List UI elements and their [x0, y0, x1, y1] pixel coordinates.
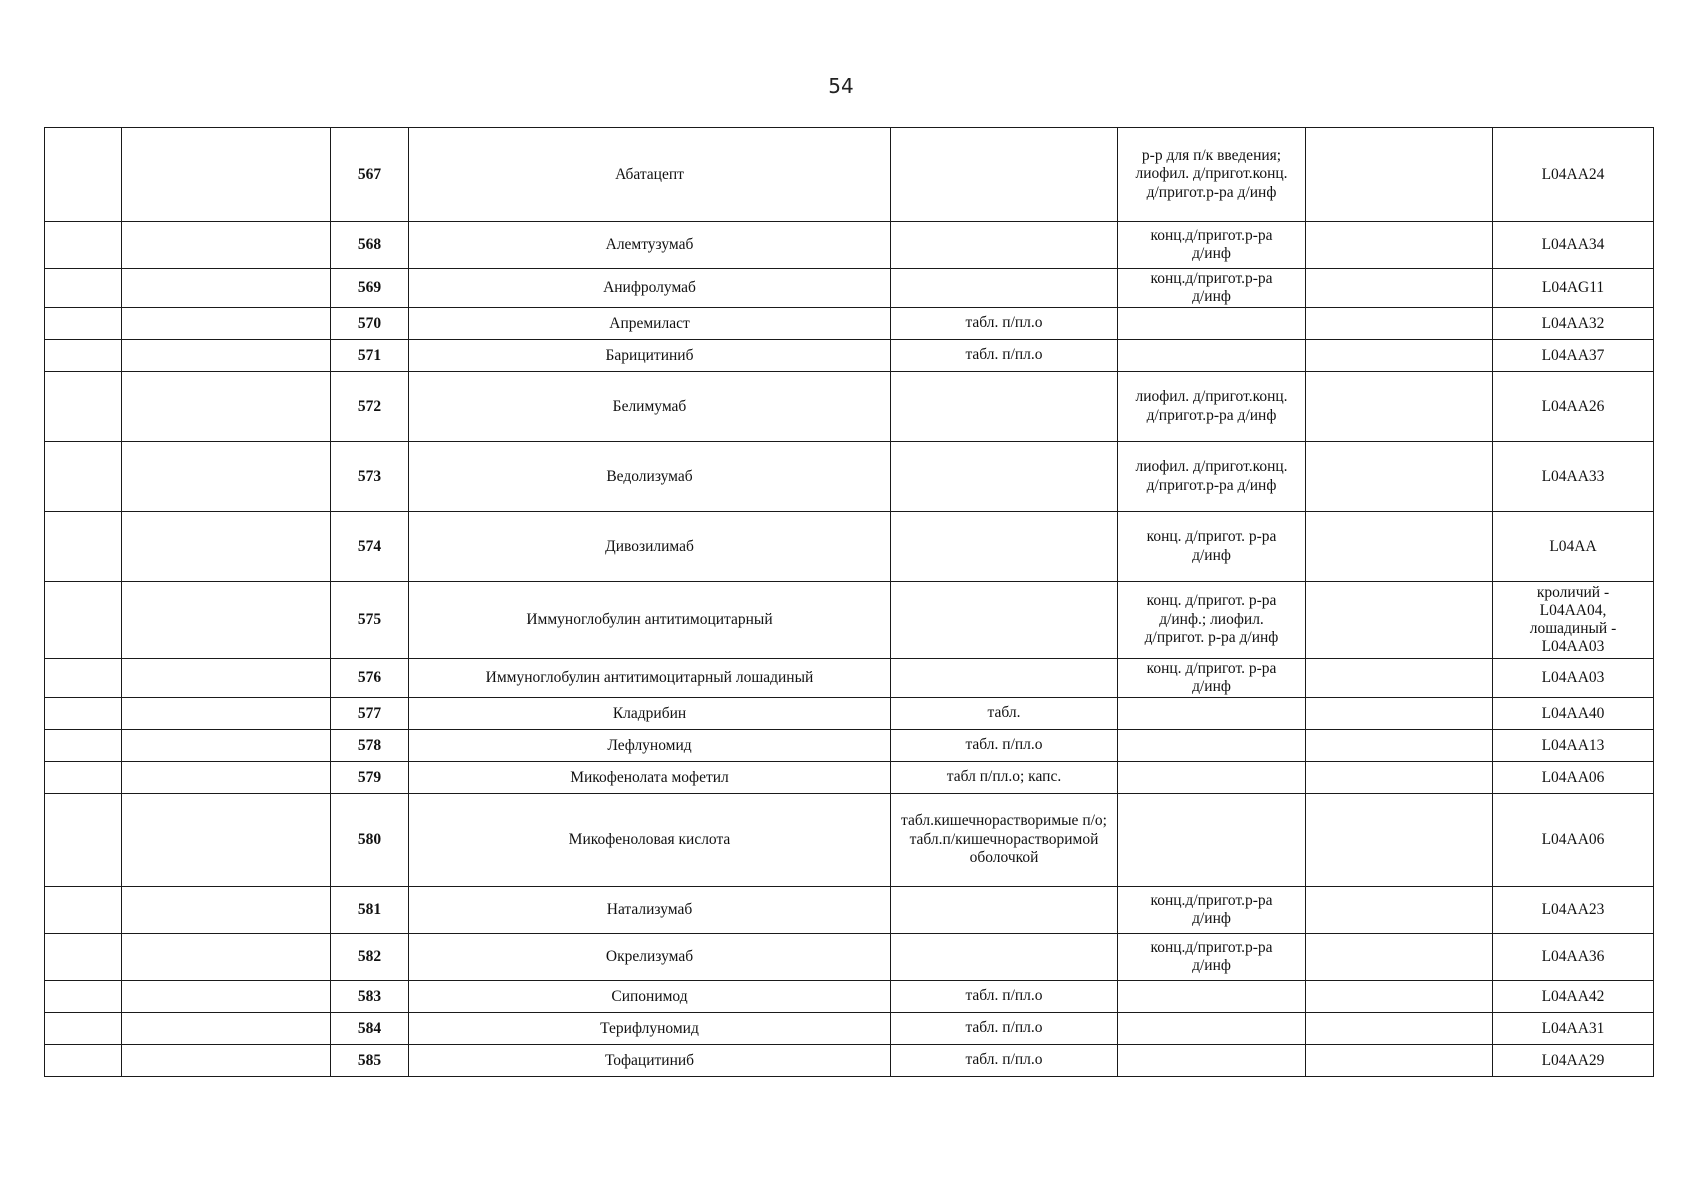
empty-cell	[45, 1013, 122, 1045]
empty-cell	[45, 222, 122, 269]
atc-line: L04AA42	[1541, 987, 1605, 1005]
empty-cell	[45, 372, 122, 442]
table-row	[45, 981, 1654, 1013]
empty-cell	[1306, 512, 1493, 582]
atc-line: лошадиный -	[1529, 620, 1617, 637]
table-row	[45, 887, 1654, 934]
oral-form-cell	[891, 372, 1118, 442]
drug-name-cell: Иммуноглобулин антитимоцитарный лошадиный	[409, 659, 891, 698]
empty-cell	[122, 762, 331, 794]
empty-cell	[122, 934, 331, 981]
empty-cell	[45, 512, 122, 582]
inj-form-cell	[1118, 934, 1306, 981]
empty-cell	[45, 308, 122, 340]
drug-name-cell: Лефлуномид	[409, 730, 891, 762]
table-row	[45, 372, 1654, 442]
table-row	[45, 442, 1654, 512]
oral-form-cell: табл.	[891, 698, 1118, 730]
empty-cell	[45, 981, 122, 1013]
inj_form-line: д/пригот.р-ра д/инф	[1146, 183, 1277, 201]
table-row	[45, 340, 1654, 372]
empty-cell	[122, 442, 331, 512]
atc-line: L04AA	[1549, 537, 1597, 555]
row-number-cell: 573	[331, 442, 409, 512]
empty-cell	[1306, 762, 1493, 794]
row-number-cell: 574	[331, 512, 409, 582]
empty-cell	[45, 730, 122, 762]
empty-cell	[122, 981, 331, 1013]
empty-cell	[1306, 128, 1493, 222]
atc-line: L04AA13	[1541, 736, 1605, 754]
row-number-cell: 569	[331, 269, 409, 308]
empty-cell	[45, 1045, 122, 1077]
atc-line: L04AA29	[1541, 1051, 1605, 1069]
atc-code-cell	[1493, 934, 1654, 981]
empty-cell	[1306, 372, 1493, 442]
atc-line: L04AA32	[1541, 314, 1605, 332]
empty-cell	[122, 582, 331, 659]
inj-form-cell	[1118, 887, 1306, 934]
drug-name-cell: Абатацепт	[409, 128, 891, 222]
inj_form-line: д/инф	[1192, 546, 1231, 564]
oral-form-cell	[891, 934, 1118, 981]
table-row	[45, 222, 1654, 269]
atc-code-cell	[1493, 340, 1654, 372]
empty-cell	[45, 340, 122, 372]
empty-cell	[1306, 887, 1493, 934]
inj_form-line: конц. д/пригот. р-ра	[1146, 528, 1277, 545]
inj_form-line: д/инф	[1192, 678, 1231, 695]
empty-cell	[122, 340, 331, 372]
inj_form-line: д/пригот. р-ра д/инф	[1144, 629, 1279, 647]
atc-code-cell	[1493, 512, 1654, 582]
atc-line: L04AA36	[1541, 948, 1605, 965]
empty-cell	[122, 1013, 331, 1045]
empty-cell	[122, 730, 331, 762]
drug-name-cell: Иммуноглобулин антитимоцитарный	[409, 582, 891, 659]
inj-form-cell	[1118, 222, 1306, 269]
inj-form-cell	[1118, 762, 1306, 794]
empty-cell	[1306, 698, 1493, 730]
row-number-cell: 576	[331, 659, 409, 698]
atc-code-cell	[1493, 1045, 1654, 1077]
empty-cell	[45, 794, 122, 887]
empty-cell	[122, 128, 331, 222]
oral-form-cell	[891, 887, 1118, 934]
table-row	[45, 512, 1654, 582]
empty-cell	[122, 659, 331, 698]
empty-cell	[122, 1045, 331, 1077]
empty-cell	[45, 659, 122, 698]
empty-cell	[1306, 442, 1493, 512]
row-number-cell: 581	[331, 887, 409, 934]
oral-form-cell	[891, 659, 1118, 698]
empty-cell	[1306, 1045, 1493, 1077]
oral-form-cell	[891, 269, 1118, 308]
empty-cell	[122, 887, 331, 934]
table-row	[45, 762, 1654, 794]
oral-form-cell: табл. п/пл.о	[891, 730, 1118, 762]
oral-form-cell: табл. п/пл.о	[891, 981, 1118, 1013]
empty-cell	[122, 512, 331, 582]
empty-cell	[1306, 308, 1493, 340]
drug-name-cell: Анифролумаб	[409, 269, 891, 308]
table-row	[45, 934, 1654, 981]
oral-form-cell: табл. п/пл.о	[891, 308, 1118, 340]
drug-name-cell: Белимумаб	[409, 372, 891, 442]
empty-cell	[45, 442, 122, 512]
table-row	[45, 269, 1654, 308]
oral-form-cell: табл п/пл.о; капс.	[891, 762, 1118, 794]
empty-cell	[45, 128, 122, 222]
inj_form-line: р-р для п/к введения;	[1141, 146, 1282, 164]
empty-cell	[122, 794, 331, 887]
inj_form-line: лиофил. д/пригот.конц.	[1135, 388, 1288, 405]
inj_form-line: конц.д/пригот.р-ра	[1150, 938, 1273, 956]
oral-form-cell	[891, 222, 1118, 269]
empty-cell	[1306, 340, 1493, 372]
table-row	[45, 308, 1654, 340]
atc-code-cell	[1493, 222, 1654, 269]
drug-name-cell: Окрелизумаб	[409, 934, 891, 981]
atc-line: L04AA04,	[1539, 602, 1607, 619]
oral-form-cell: табл. п/пл.о	[891, 340, 1118, 372]
atc-code-cell	[1493, 730, 1654, 762]
inj_form-line: лиофил. д/пригот.конц.	[1135, 165, 1288, 183]
empty-cell	[1306, 1013, 1493, 1045]
empty-cell	[45, 762, 122, 794]
table-row	[45, 794, 1654, 887]
drug-name-cell: Терифлуномид	[409, 1013, 891, 1045]
atc-line: L04AA03	[1541, 638, 1605, 655]
empty-cell	[45, 698, 122, 730]
atc-code-cell	[1493, 794, 1654, 887]
empty-cell	[1306, 582, 1493, 659]
drug-name-cell: Барицитиниб	[409, 340, 891, 372]
drug-name-cell: Апремиласт	[409, 308, 891, 340]
atc-line: L04AA26	[1541, 397, 1605, 415]
empty-cell	[122, 372, 331, 442]
atc-code-cell	[1493, 372, 1654, 442]
atc-code-cell	[1493, 698, 1654, 730]
atc-code-cell	[1493, 659, 1654, 698]
inj-form-cell	[1118, 698, 1306, 730]
empty-cell	[45, 934, 122, 981]
drug-table	[44, 127, 1654, 1077]
atc-code-cell	[1493, 582, 1654, 659]
atc-code-cell	[1493, 1013, 1654, 1045]
empty-cell	[1306, 269, 1493, 308]
table-row	[45, 659, 1654, 698]
empty-cell	[122, 222, 331, 269]
inj-form-cell	[1118, 128, 1306, 222]
atc-code-cell	[1493, 128, 1654, 222]
atc-line: L04AA37	[1541, 346, 1605, 364]
drug-name-cell: Микофенолата мофетил	[409, 762, 891, 794]
inj-form-cell	[1118, 659, 1306, 698]
drug-name-cell: Дивозилимаб	[409, 512, 891, 582]
inj-form-cell	[1118, 442, 1306, 512]
row-number-cell: 579	[331, 762, 409, 794]
table-row	[45, 698, 1654, 730]
inj-form-cell	[1118, 730, 1306, 762]
empty-cell	[1306, 730, 1493, 762]
atc-line: L04AA40	[1541, 704, 1605, 722]
inj-form-cell	[1118, 582, 1306, 659]
inj-form-cell	[1118, 512, 1306, 582]
inj-form-cell	[1118, 372, 1306, 442]
table-row	[45, 1013, 1654, 1045]
row-number-cell: 575	[331, 582, 409, 659]
drug-name-cell: Микофеноловая кислота	[409, 794, 891, 887]
empty-cell	[1306, 222, 1493, 269]
atc-line: L04AA06	[1541, 831, 1605, 848]
atc-line: L04AG11	[1541, 279, 1605, 296]
inj-form-cell	[1118, 1045, 1306, 1077]
empty-cell	[1306, 981, 1493, 1013]
atc-code-cell	[1493, 887, 1654, 934]
drug-name-cell: Натализумаб	[409, 887, 891, 934]
inj-form-cell	[1118, 794, 1306, 887]
row-number-cell: 568	[331, 222, 409, 269]
atc-code-cell	[1493, 762, 1654, 794]
drug-name-cell: Ведолизумаб	[409, 442, 891, 512]
atc-code-cell	[1493, 442, 1654, 512]
oral-form-cell	[891, 512, 1118, 582]
inj-form-cell	[1118, 1013, 1306, 1045]
oral-form-cell: табл. п/пл.о	[891, 1045, 1118, 1077]
inj-form-cell	[1118, 340, 1306, 372]
row-number-cell: 578	[331, 730, 409, 762]
atc-line: L04AA34	[1541, 236, 1605, 253]
row-number-cell: 582	[331, 934, 409, 981]
inj_form-line: д/инф.; лиофил.	[1159, 610, 1264, 628]
atc-line: L04AA06	[1541, 768, 1605, 786]
oral-form-cell	[891, 128, 1118, 222]
row-number-cell: 585	[331, 1045, 409, 1077]
inj_form-line: конц. д/пригот. р-ра	[1146, 592, 1277, 610]
empty-cell	[45, 269, 122, 308]
row-number-cell: 567	[331, 128, 409, 222]
table-row	[45, 582, 1654, 659]
atc-code-cell	[1493, 269, 1654, 308]
empty-cell	[1306, 659, 1493, 698]
atc-code-cell	[1493, 981, 1654, 1013]
inj_form-line: конц.д/пригот.р-ра	[1150, 226, 1273, 244]
inj_form-line: д/инф	[1192, 245, 1231, 262]
drug-name-cell: Тофацитиниб	[409, 1045, 891, 1077]
row-number-cell: 577	[331, 698, 409, 730]
row-number-cell: 571	[331, 340, 409, 372]
inj_form-line: лиофил. д/пригот.конц.	[1135, 458, 1288, 475]
empty-cell	[122, 698, 331, 730]
inj_form-line: д/инф	[1192, 288, 1231, 305]
empty-cell	[1306, 934, 1493, 981]
atc-line: L04AA24	[1541, 165, 1605, 183]
oral-form-cell	[891, 442, 1118, 512]
inj-form-cell	[1118, 269, 1306, 308]
oral-form-cell: табл.кишечнорастворимые п/о; табл.п/кишечнорастворимой оболочкой	[891, 794, 1118, 887]
atc-line: L04AA33	[1541, 467, 1605, 485]
atc-line: L04AA31	[1541, 1019, 1605, 1037]
inj-form-cell	[1118, 308, 1306, 340]
atc-line: L04AA23	[1541, 901, 1605, 918]
row-number-cell: 580	[331, 794, 409, 887]
table-body	[45, 128, 1654, 1077]
atc-line: кроличий -	[1536, 584, 1610, 601]
drug-name-cell: Алемтузумаб	[409, 222, 891, 269]
inj_form-line: конц.д/пригот.р-ра	[1150, 891, 1273, 909]
row-number-cell: 584	[331, 1013, 409, 1045]
inj_form-line: д/инф	[1192, 910, 1231, 927]
empty-cell	[1306, 794, 1493, 887]
row-number-cell: 583	[331, 981, 409, 1013]
inj_form-line: д/пригот.р-ра д/инф	[1146, 476, 1277, 494]
inj_form-line: конц. д/пригот. р-ра	[1146, 659, 1277, 677]
inj_form-line: конц.д/пригот.р-ра	[1150, 269, 1273, 287]
inj-form-cell	[1118, 981, 1306, 1013]
atc-code-cell	[1493, 308, 1654, 340]
empty-cell	[45, 887, 122, 934]
atc-line: L04AA03	[1541, 669, 1605, 686]
row-number-cell: 572	[331, 372, 409, 442]
oral-form-cell: табл. п/пл.о	[891, 1013, 1118, 1045]
drug-name-cell: Кладрибин	[409, 698, 891, 730]
table-row	[45, 730, 1654, 762]
row-number-cell: 570	[331, 308, 409, 340]
table-row	[45, 128, 1654, 222]
drug-name-cell: Сипонимод	[409, 981, 891, 1013]
inj_form-line: д/пригот.р-ра д/инф	[1146, 406, 1277, 424]
page-number: 54	[828, 74, 854, 98]
empty-cell	[122, 308, 331, 340]
empty-cell	[122, 269, 331, 308]
empty-cell	[45, 582, 122, 659]
inj_form-line: д/инф	[1192, 957, 1231, 974]
table-row	[45, 1045, 1654, 1077]
oral-form-cell	[891, 582, 1118, 659]
